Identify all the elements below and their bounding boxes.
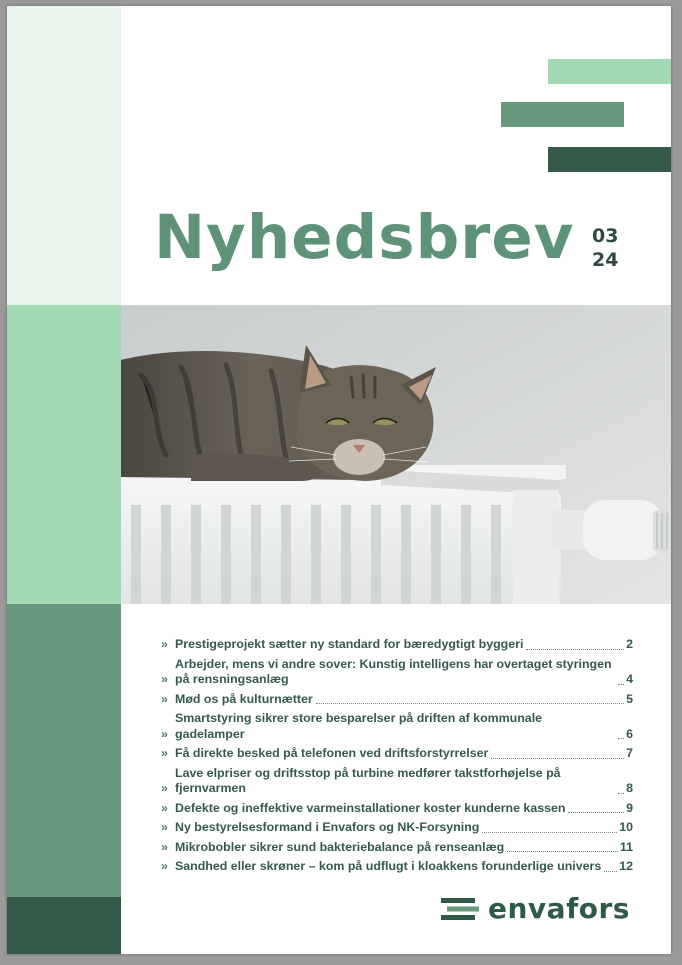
toc-item-title: Defekte og ineffektive varmeinstallationer koster kunderne kassen	[175, 800, 566, 815]
toc-item-page: 2	[626, 637, 633, 651]
toc-leader-dots	[526, 648, 624, 650]
toc-item-body	[175, 657, 633, 688]
toc-item-body	[175, 859, 633, 875]
toc-item-page: 8	[626, 781, 633, 795]
brand-logo	[441, 892, 630, 926]
cover-photo	[121, 305, 671, 604]
decor-stripe-mid	[501, 102, 624, 127]
toc-item-body	[175, 801, 633, 817]
toc-item-body	[175, 820, 633, 836]
toc-item-body	[175, 746, 633, 762]
toc-item-page: 6	[626, 726, 633, 741]
toc-item[interactable]	[161, 692, 633, 708]
toc-leader-dots	[618, 683, 624, 685]
cat-on-radiator-photo	[121, 305, 671, 604]
brand-name: envafors	[488, 892, 630, 925]
chevron-right-icon: »	[161, 800, 168, 815]
issue-number	[592, 224, 618, 272]
toc-item-title: Mød os på kulturnætter	[175, 691, 313, 706]
toc-item[interactable]	[161, 711, 633, 742]
toc-item-title: Sandhed eller skrøner – kom på udflugt i kloakkens forunderlige univers	[175, 859, 602, 873]
toc-item-title: Prestigeprojekt sætter ny standard for bæredygtigt byggeri	[175, 637, 524, 651]
decor-stripe-light	[548, 59, 671, 84]
toc-item-page: 7	[626, 746, 633, 760]
toc-item-page: 4	[626, 672, 633, 686]
toc-item-title: Smartstyring sikrer store besparelser på driften af kommunale gadelamper	[175, 711, 543, 741]
sidebar-block-mint	[7, 305, 121, 604]
sidebar-block-green	[7, 604, 121, 897]
issue-number-value: 03	[592, 225, 619, 247]
cover-title: Nyhedsbrev	[154, 202, 575, 273]
chevron-right-icon: »	[161, 781, 168, 795]
toc-item[interactable]	[161, 766, 633, 797]
toc-item[interactable]	[161, 746, 633, 762]
sidebar-block-light	[7, 6, 121, 305]
chevron-right-icon: »	[161, 820, 168, 834]
toc-leader-dots	[568, 811, 624, 813]
toc-item-title: Ny bestyrelsesformand i Envafors og NK-Forsyning	[175, 820, 480, 834]
toc-item[interactable]	[161, 801, 633, 817]
toc-item-body	[175, 692, 633, 708]
toc-item-title: Mikrobobler sikrer sund bakteriebalance på renseanlæg	[175, 839, 505, 854]
toc-leader-dots	[507, 850, 618, 852]
toc-item-title: Arbejder, mens vi andre sover: Kunstig intelligens har overtaget styringen på rensningsanlæg	[175, 656, 612, 686]
toc-item-page: 5	[626, 691, 633, 706]
toc-item-body	[175, 766, 633, 797]
toc-item-body	[175, 840, 633, 856]
table-of-contents	[161, 637, 633, 879]
chevron-right-icon: »	[161, 672, 168, 686]
toc-item[interactable]	[161, 840, 633, 856]
toc-leader-dots	[618, 792, 624, 794]
sidebar-block-dark	[7, 897, 121, 954]
toc-item-page: 12	[619, 859, 633, 873]
chevron-right-icon: »	[161, 691, 168, 706]
toc-item-page: 11	[619, 839, 633, 854]
chevron-right-icon: »	[161, 859, 168, 873]
toc-leader-dots	[618, 737, 624, 739]
chevron-right-icon: »	[161, 637, 168, 651]
toc-item-body	[175, 711, 633, 742]
toc-leader-dots	[482, 831, 617, 833]
toc-leader-dots	[491, 757, 624, 759]
toc-item[interactable]	[161, 859, 633, 875]
toc-item-title: Få direkte besked på telefonen ved driftsforstyrrelser	[175, 746, 489, 760]
chevron-right-icon: »	[161, 746, 168, 760]
envafors-logo-icon	[441, 897, 479, 921]
toc-leader-dots	[604, 870, 617, 872]
chevron-right-icon: »	[161, 839, 168, 854]
toc-item-title: Lave elpriser og driftsstop på turbine medfører takstforhøjelse på fjernvarmen	[175, 765, 561, 795]
issue-year-value: 24	[592, 249, 619, 271]
toc-item-page: 9	[626, 800, 633, 815]
toc-item-page: 10	[619, 820, 633, 834]
decor-stripe-dark	[548, 147, 671, 172]
toc-item[interactable]	[161, 657, 633, 688]
toc-leader-dots	[316, 702, 624, 704]
newsletter-cover	[7, 6, 671, 954]
toc-item-body	[175, 637, 633, 653]
toc-item[interactable]	[161, 637, 633, 653]
toc-item[interactable]	[161, 820, 633, 836]
chevron-right-icon: »	[161, 726, 168, 741]
